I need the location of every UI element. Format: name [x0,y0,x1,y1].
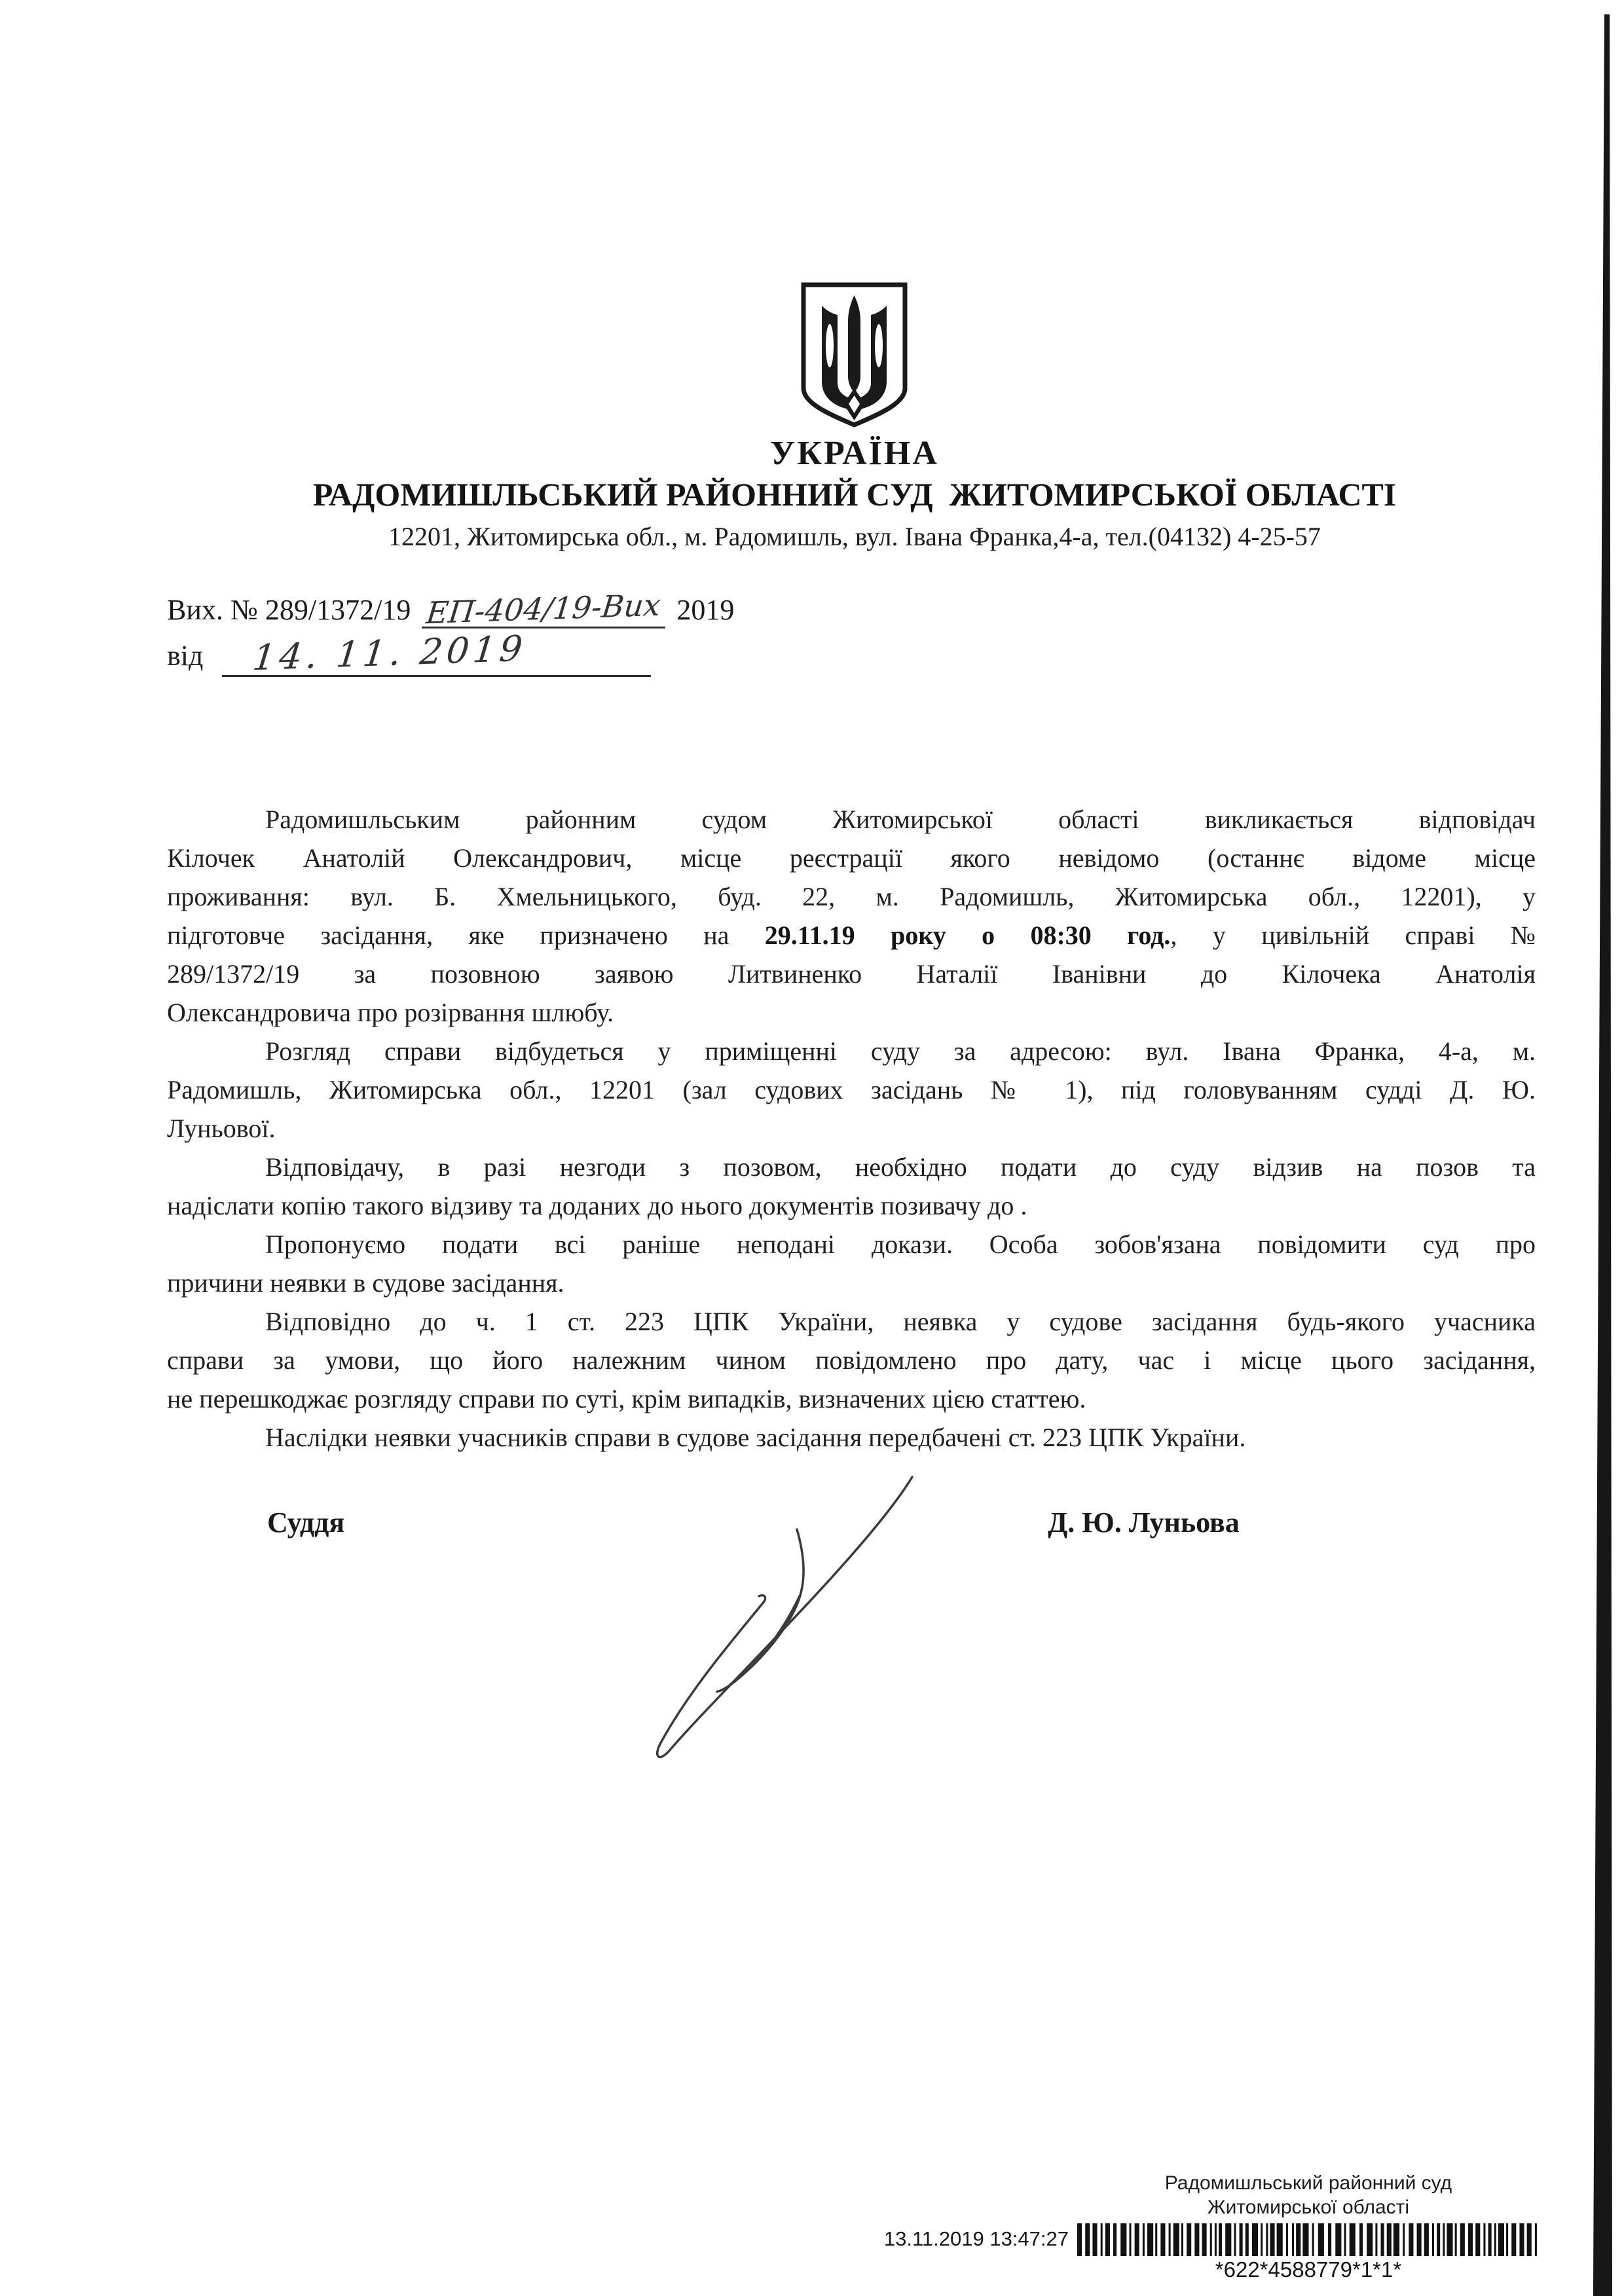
court-name-title: РАДОМИШЛЬСЬКИЙ РАЙОННИЙ СУД ЖИТОМИРСЬКОЇ ОБЛАСТІ [312,476,1397,513]
body-segment: підготовче засідання, яке призначено на [167,920,765,950]
date-label: від [167,640,204,672]
hearing-date-bold: 29.11.19 року о 08:30 год. [764,920,1171,950]
country-title: УКРАЇНА [770,435,939,472]
scan-edge-artifact [1593,14,1612,2296]
body-segment: , у цивільній справі № [1170,920,1536,950]
body-line: Відповідно до ч. 1 ст. 223 ЦПК України, неявка у судове засідання будь-якого учасника [265,1307,1536,1336]
reference-block [167,587,1018,681]
outgoing-number-blank [422,587,665,631]
body-line: не перешкоджає розгляду справи по суті, крім випадків, визначених цією статтею. [167,1384,1086,1413]
judge-signature [645,1472,927,1776]
barcode-text: *622*4588779*1*1* [1215,2257,1402,2282]
body-line: Кілочек Анатолій Олександрович, місце реєстрації якого невідомо (останнє відоме місце [167,843,1536,873]
body-line-with-hearing-date [167,916,1536,955]
outgoing-number-label: Вих. № 289/1372/19 [167,594,411,626]
body-line: 289/1372/19 за позовною заявою Литвиненко Наталії Іванівни до Кілочека Анатолія [167,959,1536,989]
date-line [167,627,1018,679]
judge-name: Д. Ю. Луньова [1048,1506,1240,1539]
outgoing-number-line [167,587,1018,631]
body-line: Олександровича про розірвання шлюбу. [167,998,614,1027]
barcode-bars [1077,2223,1548,2256]
date-blank [222,627,651,679]
outgoing-year: 2019 [676,594,735,626]
body-line: Відповідачу, в разі незгоди з позовом, необхідно подати до суду відзив на позов та [265,1152,1536,1182]
footer-court-line1: Радомишльський районний суд [1164,2172,1452,2194]
judge-label: Суддя [267,1506,345,1539]
document-body [167,800,1536,1457]
body-line: справи за умови, що його належним чином повідомлено про дату, час і місце цього засідання, [167,1345,1536,1375]
body-line: Наслідки неявки учасників справи в судове засідання передбачені ст. 223 ЦПК України. [265,1423,1246,1452]
date-handwritten: 14. 11. 2019 [251,627,529,679]
court-address: 12201, Житомирська обл., м. Радомишль, вул. Івана Франка,4-а, тел.(04132) 4-25-57 [388,522,1321,551]
ukraine-trident-emblem [797,278,912,432]
footer-court-line2: Житомирської області [1207,2196,1410,2218]
body-line: Радомишльським районним судом Житомирської області викликається відповідач [265,805,1536,834]
body-line: проживання: вул. Б. Хмельницького, буд. 22, м. Радомишль, Житомирська обл., 12201), у [167,882,1536,911]
body-line: Розгляд справи відбудеться у приміщенні суду за адресою: вул. Івана Франка, 4-а, м. [265,1036,1536,1066]
footer-court-block [1077,2171,1540,2219]
footer-timestamp: 13.11.2019 13:47:27 [883,2227,1069,2250]
barcode [1077,2223,1540,2282]
body-line: Пропонуємо подати всі раніше неподані докази. Особа зобов'язана повідомити суд про [265,1230,1536,1259]
body-line: причини неявки в судове засідання. [167,1268,564,1298]
body-line: Радомишль, Житомирська обл., 12201 (зал судових засідань № 1), під головуванням судді Д. Ю. [167,1075,1536,1104]
body-line: Луньової. [167,1114,276,1143]
body-line: надіслати копію такого відзиву та доданих до нього документів позивачу до . [167,1191,1027,1220]
outgoing-number-handwritten: ЕП-404/19-Вих [424,587,663,631]
